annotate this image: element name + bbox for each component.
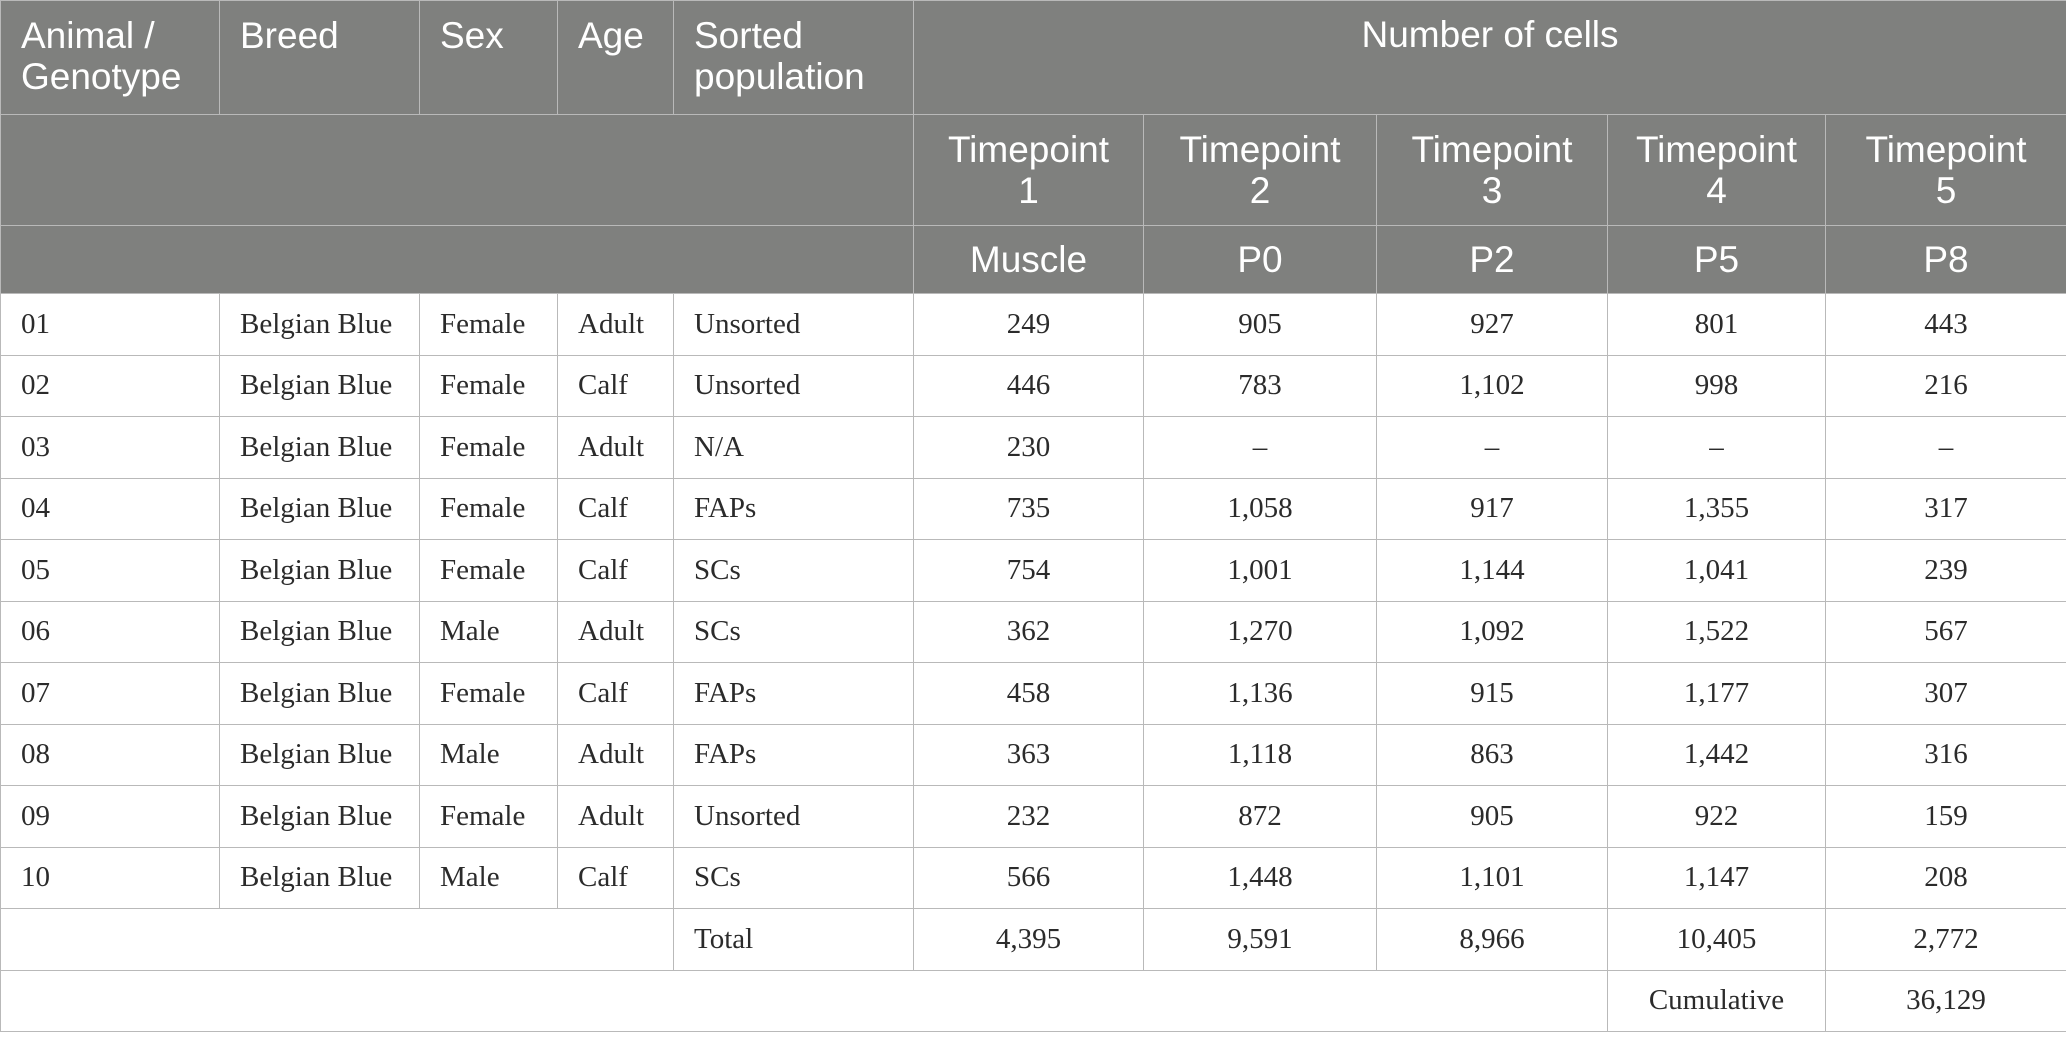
cell-count-timepoint-1: 232 (914, 786, 1144, 848)
table-body (1, 294, 2066, 1032)
cell-breed: Belgian Blue (220, 478, 420, 540)
cell-count-timepoint-5: 567 (1826, 601, 2066, 663)
cumulative-label: Cumulative (1608, 970, 1826, 1032)
cell-count-timepoint-1: 230 (914, 417, 1144, 479)
cell-age: Adult (558, 786, 674, 848)
header-blank-cell (1, 115, 914, 226)
cell-count-timepoint-5: 316 (1826, 724, 2066, 786)
cell-animal-id: 07 (1, 663, 220, 725)
cell-count-timepoint-2: 1,001 (1144, 540, 1377, 602)
header-sample-muscle: Muscle (914, 226, 1144, 294)
table-row (1, 663, 2066, 725)
cell-count-timepoint-4: 801 (1608, 294, 1826, 356)
cell-age: Calf (558, 355, 674, 417)
cell-count-timepoint-5: 216 (1826, 355, 2066, 417)
cell-breed: Belgian Blue (220, 540, 420, 602)
cell-count-timepoint-1: 754 (914, 540, 1144, 602)
cell-sex: Male (420, 601, 558, 663)
header-sample-p8: P8 (1826, 226, 2066, 294)
table-row (1, 724, 2066, 786)
cell-count-timepoint-4: 1,041 (1608, 540, 1826, 602)
cell-sorted-population: N/A (674, 417, 914, 479)
cell-count-timepoint-2: 1,136 (1144, 663, 1377, 725)
cell-sorted-population: Unsorted (674, 294, 914, 356)
total-timepoint-1: 4,395 (914, 909, 1144, 971)
cell-count-timepoint-1: 458 (914, 663, 1144, 725)
cell-age: Calf (558, 663, 674, 725)
total-blank-cell (1, 909, 674, 971)
cell-animal-id: 09 (1, 786, 220, 848)
cell-count-timepoint-1: 362 (914, 601, 1144, 663)
total-timepoint-5: 2,772 (1826, 909, 2066, 971)
cell-animal-id: 08 (1, 724, 220, 786)
header-sample-p0: P0 (1144, 226, 1377, 294)
table-row (1, 417, 2066, 479)
cell-count-timepoint-3: 905 (1377, 786, 1608, 848)
cell-animal-id: 04 (1, 478, 220, 540)
cell-count-timepoint-3: 1,101 (1377, 847, 1608, 909)
header-sorted-population: Sorted population (674, 1, 914, 115)
cell-age: Adult (558, 724, 674, 786)
header-breed: Breed (220, 1, 420, 115)
header-age: Age (558, 1, 674, 115)
cell-count-timepoint-5: 317 (1826, 478, 2066, 540)
cell-count-timepoint-5: 208 (1826, 847, 2066, 909)
header-timepoint-1: Timepoint 1 (914, 115, 1144, 226)
table-row (1, 540, 2066, 602)
header-sample-p2: P2 (1377, 226, 1608, 294)
cell-animal-id: 03 (1, 417, 220, 479)
cell-sorted-population: FAPs (674, 724, 914, 786)
cell-animal-id: 05 (1, 540, 220, 602)
cell-count-timepoint-1: 363 (914, 724, 1144, 786)
cell-breed: Belgian Blue (220, 663, 420, 725)
table-row (1, 847, 2066, 909)
cell-count-timepoint-3: 1,092 (1377, 601, 1608, 663)
cell-sorted-population: FAPs (674, 478, 914, 540)
header-timepoint-2: Timepoint 2 (1144, 115, 1377, 226)
cell-count-timepoint-5: 307 (1826, 663, 2066, 725)
cell-count-timepoint-5: 239 (1826, 540, 2066, 602)
cell-count-timepoint-1: 735 (914, 478, 1144, 540)
cell-count-timepoint-4: 1,355 (1608, 478, 1826, 540)
cell-count-timepoint-3: 915 (1377, 663, 1608, 725)
cell-breed: Belgian Blue (220, 724, 420, 786)
cell-sex: Female (420, 786, 558, 848)
cell-count-timepoint-3: 1,144 (1377, 540, 1608, 602)
total-timepoint-2: 9,591 (1144, 909, 1377, 971)
cell-breed: Belgian Blue (220, 355, 420, 417)
cell-sex: Female (420, 478, 558, 540)
cell-sex: Female (420, 294, 558, 356)
cell-count-timepoint-1: 446 (914, 355, 1144, 417)
cell-sorted-population: Unsorted (674, 786, 914, 848)
table-row (1, 478, 2066, 540)
cell-count-timepoint-1: 249 (914, 294, 1144, 356)
cell-sorted-population: FAPs (674, 663, 914, 725)
cell-count-timepoint-2: 1,448 (1144, 847, 1377, 909)
header-sex: Sex (420, 1, 558, 115)
cell-count-timepoint-2: 1,118 (1144, 724, 1377, 786)
cell-count-timepoint-4: 922 (1608, 786, 1826, 848)
header-timepoint-5: Timepoint 5 (1826, 115, 2066, 226)
cell-breed: Belgian Blue (220, 786, 420, 848)
table-row (1, 601, 2066, 663)
cumulative-blank-cell (1, 970, 1608, 1032)
cell-sex: Female (420, 417, 558, 479)
cell-animal-id: 10 (1, 847, 220, 909)
cell-age: Adult (558, 601, 674, 663)
cell-animal-id: 06 (1, 601, 220, 663)
cell-age: Adult (558, 294, 674, 356)
timepoint-header-row (1, 115, 2066, 226)
cumulative-value: 36,129 (1826, 970, 2066, 1032)
cell-count-timepoint-3: – (1377, 417, 1608, 479)
cell-count-timepoint-2: 905 (1144, 294, 1377, 356)
cell-count-timepoint-2: 872 (1144, 786, 1377, 848)
cell-age: Adult (558, 417, 674, 479)
cell-sex: Male (420, 724, 558, 786)
table-row (1, 355, 2066, 417)
cell-count-timepoint-4: 1,442 (1608, 724, 1826, 786)
cell-count-timepoint-3: 917 (1377, 478, 1608, 540)
total-timepoint-3: 8,966 (1377, 909, 1608, 971)
cell-sex: Female (420, 355, 558, 417)
cell-count-timepoint-5: – (1826, 417, 2066, 479)
cell-breed: Belgian Blue (220, 601, 420, 663)
cell-count-timepoint-3: 927 (1377, 294, 1608, 356)
header-sample-p5: P5 (1608, 226, 1826, 294)
cumulative-row (1, 970, 2066, 1032)
cell-count-timepoint-5: 159 (1826, 786, 2066, 848)
cell-count-timepoint-2: – (1144, 417, 1377, 479)
sample-header-row (1, 226, 2066, 294)
total-timepoint-4: 10,405 (1608, 909, 1826, 971)
cell-count-timepoint-4: 1,522 (1608, 601, 1826, 663)
cell-sorted-population: SCs (674, 601, 914, 663)
cell-breed: Belgian Blue (220, 294, 420, 356)
cell-breed: Belgian Blue (220, 417, 420, 479)
total-row (1, 909, 2066, 971)
cell-age: Calf (558, 847, 674, 909)
cell-count-timepoint-4: 998 (1608, 355, 1826, 417)
cell-age: Calf (558, 478, 674, 540)
cell-breed: Belgian Blue (220, 847, 420, 909)
table-row (1, 786, 2066, 848)
total-label: Total (674, 909, 914, 971)
cell-sorted-population: SCs (674, 540, 914, 602)
cell-sex: Male (420, 847, 558, 909)
cell-count-timepoint-1: 566 (914, 847, 1144, 909)
cell-count-timepoint-5: 443 (1826, 294, 2066, 356)
table-row (1, 294, 2066, 356)
cell-count-timepoint-3: 863 (1377, 724, 1608, 786)
cell-count-timepoint-2: 1,270 (1144, 601, 1377, 663)
cell-count-timepoint-4: 1,177 (1608, 663, 1826, 725)
cell-count-timepoint-4: – (1608, 417, 1826, 479)
cell-animal-id: 02 (1, 355, 220, 417)
cell-count-timepoint-3: 1,102 (1377, 355, 1608, 417)
header-timepoint-3: Timepoint 3 (1377, 115, 1608, 226)
cell-sorted-population: Unsorted (674, 355, 914, 417)
cell-count-timepoint-4: 1,147 (1608, 847, 1826, 909)
header-row (1, 1, 2066, 115)
cell-sex: Female (420, 540, 558, 602)
header-number-of-cells: Number of cells (914, 1, 2066, 115)
cell-sex: Female (420, 663, 558, 725)
header-animal-genotype: Animal / Genotype (1, 1, 220, 115)
cell-age: Calf (558, 540, 674, 602)
cell-count-timepoint-2: 1,058 (1144, 478, 1377, 540)
header-timepoint-4: Timepoint 4 (1608, 115, 1826, 226)
cell-count-timepoint-2: 783 (1144, 355, 1377, 417)
header-blank-cell (1, 226, 914, 294)
cell-sorted-population: SCs (674, 847, 914, 909)
cell-animal-id: 01 (1, 294, 220, 356)
